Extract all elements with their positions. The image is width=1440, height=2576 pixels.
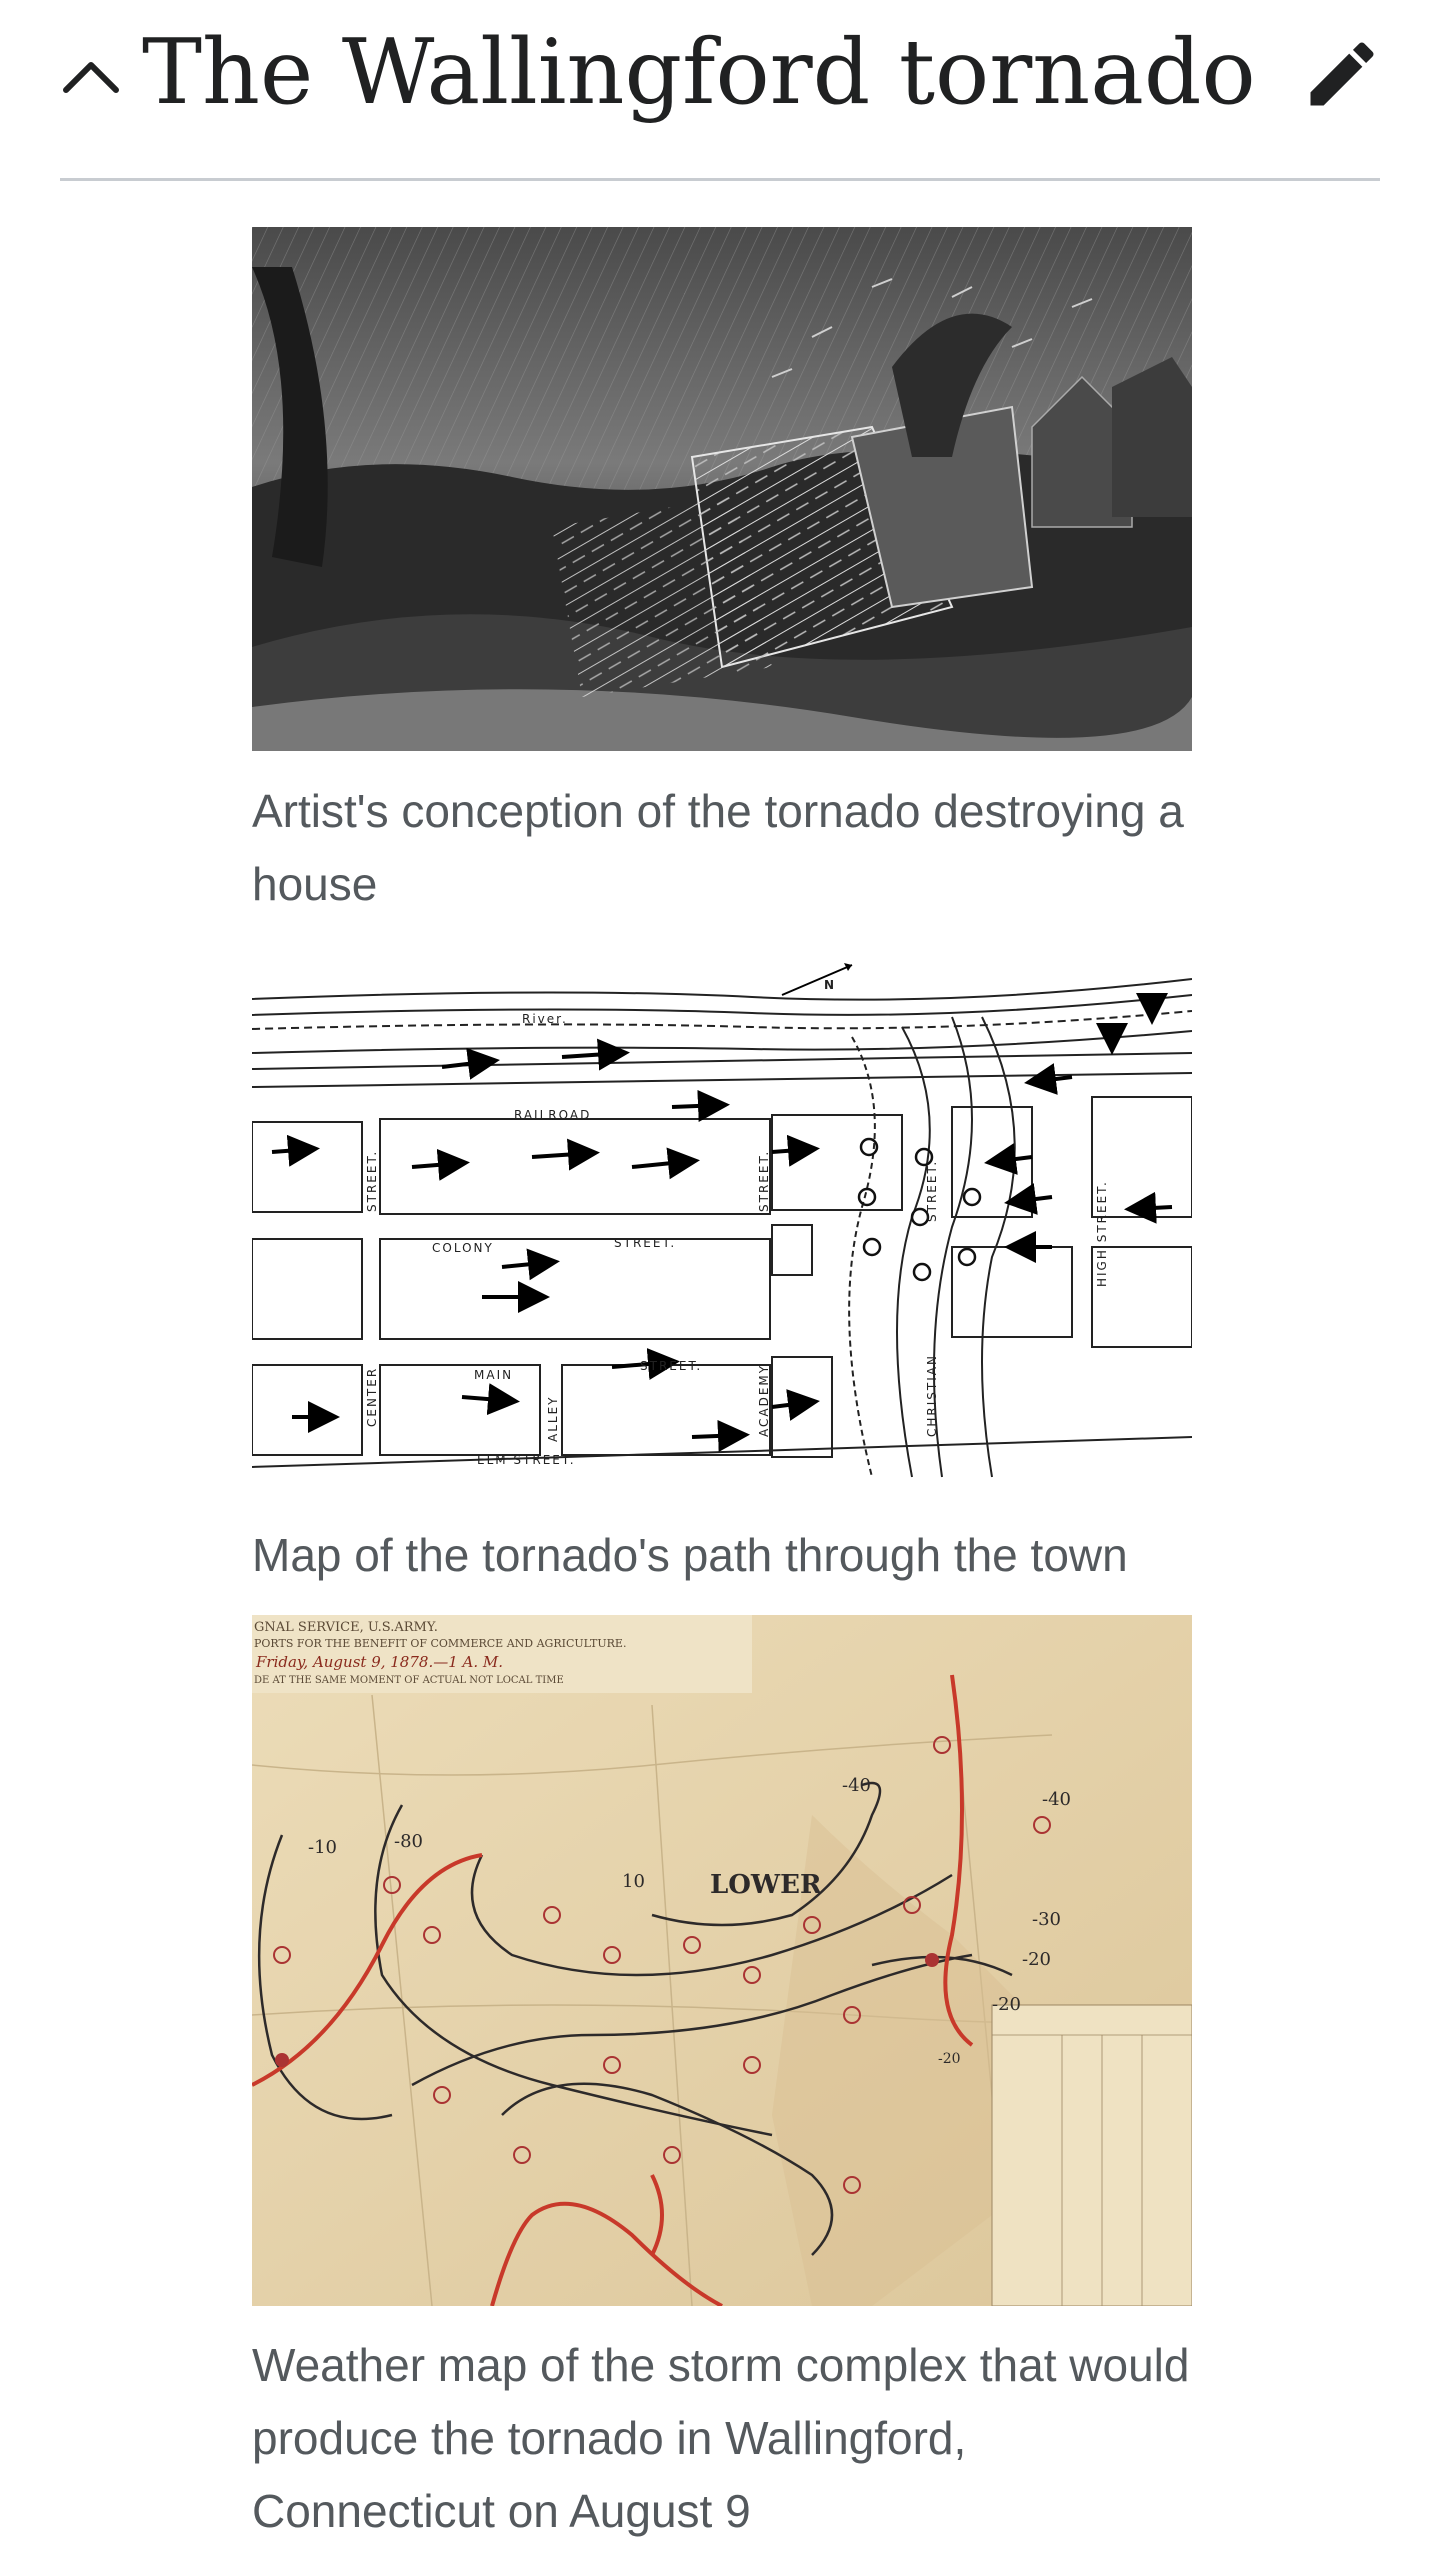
section-header: [0, 0, 1440, 182]
tornado-engraving-image[interactable]: [252, 227, 1192, 751]
weather-label-lower: LOWER: [710, 1870, 822, 1900]
section-divider: [60, 178, 1380, 181]
map-label-main: MAIN: [474, 1368, 514, 1382]
chevron-up-icon: [56, 40, 126, 110]
map-label-colony-street: STREET.: [614, 1236, 677, 1250]
map-label-alley: ALLEY: [546, 1395, 560, 1442]
weather-iso-10: -10: [308, 1837, 337, 1858]
collapse-section-button[interactable]: [56, 40, 126, 110]
map-label-academy: ACADEMY: [757, 1363, 771, 1437]
weather-header-line2: PORTS FOR THE BENEFIT OF COMMERCE AND AGRICULTURE.: [254, 1637, 627, 1650]
map-label-main-street: STREET.: [640, 1359, 703, 1373]
map-label-railroad: RAILROAD: [514, 1108, 592, 1122]
map-label-river: River.: [522, 1012, 568, 1026]
weather-iso-30: -30: [1032, 1909, 1061, 1930]
map-label-street-left: STREET.: [365, 1149, 379, 1212]
figure-tornado-house: [252, 227, 1192, 921]
tornado-path-map-image[interactable]: [252, 957, 1192, 1482]
weather-iso-40b: -40: [1042, 1789, 1071, 1810]
weather-iso-40a: -40: [842, 1775, 871, 1796]
map-label-colony: COLONY: [432, 1241, 494, 1255]
map-label-center: CENTER: [365, 1366, 379, 1427]
map-label-north: N: [824, 978, 837, 992]
section-title: The Wallingford tornado: [142, 20, 1256, 125]
weather-header-line1: GNAL SERVICE, U.S.ARMY.: [254, 1620, 438, 1635]
weather-iso-20a: -20: [1022, 1949, 1051, 1970]
figure-path-map: [252, 957, 1192, 1592]
map-label-christian: CHRISTIAN: [925, 1354, 939, 1437]
figure-weather-map: [252, 1615, 1192, 2548]
figure-caption: Artist's conception of the tornado destroying a house: [252, 785, 1184, 910]
weather-header-line4: DE AT THE SAME MOMENT OF ACTUAL NOT LOCAL TIME: [254, 1675, 564, 1686]
weather-iso-10b: 10: [622, 1871, 645, 1892]
weather-iso-20b: -20: [992, 1994, 1021, 2015]
edit-section-button[interactable]: [1300, 32, 1384, 116]
map-label-street-right: STREET.: [925, 1159, 939, 1222]
map-label-high-street: HIGH STREET.: [1095, 1180, 1109, 1287]
weather-iso-20c: -20: [938, 2051, 961, 2067]
pencil-icon: [1300, 32, 1384, 116]
figure-caption: Weather map of the storm complex that would produce the tornado in Wallingford, Connecticut on August 9: [252, 2339, 1190, 2537]
weather-header-date: Friday, August 9, 1878.—1 A. M.: [256, 1653, 504, 1671]
map-label-elm-street: ELM STREET.: [477, 1453, 576, 1467]
weather-map-image[interactable]: [252, 1615, 1192, 2306]
map-label-street-mid: STREET.: [757, 1149, 771, 1212]
figure-caption: Map of the tornado's path through the town: [252, 1529, 1128, 1581]
weather-iso-80: -80: [394, 1831, 423, 1852]
